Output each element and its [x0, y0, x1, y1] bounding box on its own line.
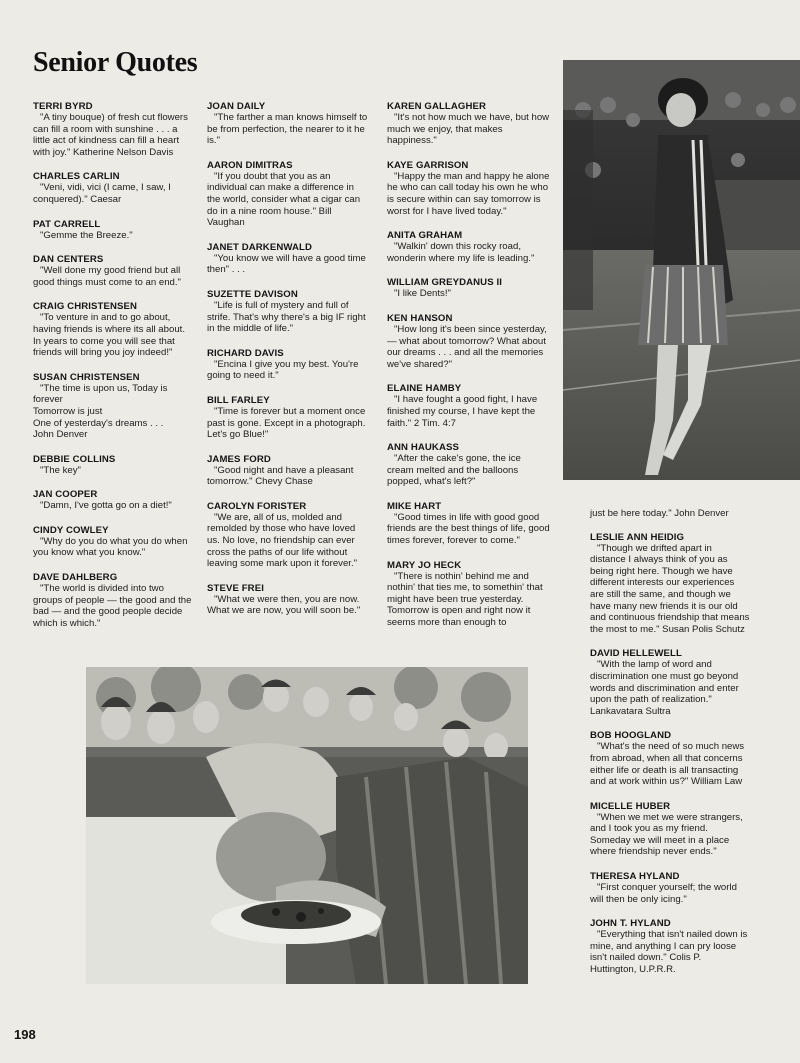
quote-entry	[207, 160, 370, 229]
quote-entry	[590, 801, 750, 858]
quote-entry	[387, 160, 550, 217]
quote-entry	[387, 277, 550, 300]
quote-author-name: CAROLYN FORISTER	[207, 500, 307, 512]
quote-author-name: MIKE HART	[387, 500, 442, 512]
quote-entry	[387, 560, 550, 629]
quotes-column-2	[207, 101, 370, 630]
quote-entry	[207, 289, 370, 335]
quote-text: "The key"	[40, 464, 81, 476]
quote-author-name: DAVE DAHLBERG	[33, 572, 118, 584]
quote-author-name: TERRI BYRD	[33, 101, 93, 112]
quote-author-name: RICHARD DAVIS	[207, 347, 284, 359]
quote-continuation: just be here today." John Denver	[590, 508, 729, 519]
quote-text: "You know we will have a good time then" . . .	[207, 252, 366, 276]
quote-author-name: PAT CARRELL	[33, 218, 101, 230]
quote-text: "How long it's been since yesterday, — what about tomorrow? What about our dreams . . . and all the memories we've shared?"	[387, 323, 547, 370]
quote-entry	[33, 372, 193, 441]
quote-entry	[387, 313, 550, 370]
quote-author-name: JOHN T. HYLAND	[590, 918, 671, 930]
quote-entry	[33, 301, 193, 358]
quote-text: "Life is full of mystery and full of strife. That's why there's a big IF right in the middle of life."	[207, 299, 366, 335]
quote-author-name: CHARLES CARLIN	[33, 171, 120, 183]
quote-author-name: MARY JO HECK	[387, 559, 462, 571]
quote-text: "Time is forever but a moment once past is gone. Except in a photograph. Let's go Blue!"	[207, 405, 366, 441]
quote-text: "Everything that isn't nailed down is mine, and anything I can pry loose isn't nailed down." Colis P. Huttington, U.P.R.R.	[590, 929, 748, 976]
quote-author-name: AARON DIMITRAS	[207, 159, 293, 171]
quote-entry	[33, 219, 193, 242]
quote-text: "Veni, vidi, vici (I came, I saw, I conquered)." Caesar	[33, 182, 171, 205]
quote-author-name: KAREN GALLAGHER	[387, 101, 487, 112]
quote-author-name: BOB HOOGLAND	[590, 730, 672, 742]
quote-author-name: ANITA GRAHAM	[387, 230, 463, 242]
quote-entry	[387, 383, 550, 429]
quotes-column-4	[590, 508, 750, 989]
quote-text: "First conquer yourself; the world will then be only icing."	[590, 882, 737, 905]
quote-text: "When we met we were strangers, and I took you as my friend. Someday we will meet in a place where friendship never ends."	[590, 811, 743, 858]
quote-text: "What we were then, you are now. What we are now, you will soon be."	[207, 593, 361, 617]
quotes-column-3	[387, 101, 550, 642]
quote-text: "What's the need of so much news from abroad, when all that concerns either life or death is all transacting and at work within us?" William Law	[590, 741, 745, 788]
quote-author-name: SUSAN CHRISTENSEN	[33, 371, 140, 383]
quote-entry	[590, 730, 750, 787]
quote-entry	[33, 254, 193, 288]
quote-text: "Walkin' down this rocky road, wonderin where my life is leading."	[387, 241, 535, 264]
quote-text: "I have fought a good fight, I have finished my course, I have kept the faith." 2 Tim. 4:7	[387, 394, 538, 429]
quotes-column-1	[33, 101, 193, 642]
quote-text: "The time is upon us, Today is forever Tomorrow is just One of yesterday's dreams . . . John Denver	[33, 382, 168, 441]
quote-author-name: JAN COOPER	[33, 489, 98, 501]
quote-author-name: ANN HAUKASS	[387, 442, 459, 454]
quote-entry	[590, 532, 750, 636]
quote-entry	[207, 348, 370, 382]
quote-entry	[207, 501, 370, 570]
quote-text: "Well done my good friend but all good things must come to an end."	[33, 265, 181, 288]
quote-text: "Happy the man and happy he alone he who can call today his own he who is secure within can say tomorrow is worst for I have lived today."	[387, 170, 550, 217]
quote-author-name: STEVE FREI	[207, 582, 264, 594]
quote-text: "Gemme the Breeze."	[40, 229, 133, 241]
pie-eating-photo	[86, 667, 528, 984]
quote-author-name: LESLIE ANN HEIDIG	[590, 531, 685, 543]
quote-author-name: KAYE GARRISON	[387, 159, 469, 171]
quote-author-name: KEN HANSON	[387, 312, 453, 324]
quote-author-name: WILLIAM GREYDANUS II	[387, 277, 502, 289]
quote-text: "Though we drifted apart in distance I always think of you as being right here. Though we have different interests our experiences are still the same, and though we have many new friends it is our old and continuous friendship that means the most to me." Susan Polis Schutz	[590, 542, 750, 635]
quote-text: "If you doubt that you as an individual can make a difference in the world, consider what a cigar can do in a nine room house." Bill Vaughan	[207, 170, 361, 229]
quote-entry	[207, 242, 370, 276]
quote-entry	[590, 871, 750, 905]
cheerleader-photo	[563, 60, 800, 480]
quote-author-name: DAVID HELLEWELL	[590, 648, 682, 660]
page-title: Senior Quotes	[33, 47, 198, 78]
quote-author-name: BILL FARLEY	[207, 394, 270, 406]
quote-text: "We are, all of us, molded and remolded by those who have loved us. No love, no friendship can ever cross the paths of our life without leaving some mark upon it forever."	[207, 511, 358, 570]
quote-entry	[33, 489, 193, 512]
quote-text: "It's not how much we have, but how much we enjoy, that makes happiness."	[387, 112, 550, 147]
quote-entry	[387, 442, 550, 488]
quote-entry	[590, 648, 750, 717]
quote-entry	[387, 101, 550, 147]
quote-entry	[33, 101, 193, 158]
quote-entry	[207, 101, 370, 147]
quote-author-name: ELAINE HAMBY	[387, 383, 462, 395]
quote-entry	[207, 454, 370, 488]
quote-entry	[33, 454, 193, 477]
quote-text: "The farther a man knows himself to be from perfection, the nearer to it he is."	[207, 112, 368, 147]
quote-author-name: THERESA HYLAND	[590, 871, 680, 883]
quote-text: "Good times in life with good good friends are the best things of life, good times forever, forever to come."	[387, 511, 550, 547]
quote-author-name: JANET DARKENWALD	[207, 241, 312, 253]
quote-entry	[33, 572, 193, 629]
quote-author-name: JAMES FORD	[207, 453, 271, 465]
quote-author-name: CINDY COWLEY	[33, 524, 109, 536]
quote-author-name: DAN CENTERS	[33, 254, 104, 266]
quote-text: "There is nothin' behind me and nothin' that ties me, to somethin' that might have been true yesterday. Tomorrow is open and right now it seems more than enough to	[387, 570, 543, 629]
page-number: 198	[14, 1027, 36, 1042]
quote-entry	[387, 501, 550, 547]
quote-author-name: SUZETTE DAVISON	[207, 288, 298, 300]
quote-entry	[33, 525, 193, 559]
quote-author-name: DEBBIE COLLINS	[33, 453, 116, 465]
quote-text: "To venture in and to go about, having friends is where its all about. In years to come you will see that friends will bring you joy indeed!"	[33, 312, 185, 359]
quote-author-name: JOAN DAILY	[207, 101, 266, 112]
quote-text: "Good night and have a pleasant tomorrow." Chevy Chase	[207, 464, 354, 488]
quote-entry	[207, 583, 370, 617]
quote-author-name: MICELLE HUBER	[590, 800, 671, 812]
quote-text: "After the cake's gone, the ice cream melted and the balloons popped, what's left?"	[387, 453, 521, 488]
quote-text: "Why do you do what you do when you know what you know."	[33, 535, 188, 559]
quote-text: "With the lamp of word and discrimination one must go beyond words and discrimination and enter upon the path of realization." Lankavatara Sultra	[590, 659, 739, 717]
quote-text: "I like Dents!"	[394, 288, 451, 300]
quote-text: "Encina I give you my best. You're going to need it."	[207, 358, 359, 382]
quote-author-name: CRAIG CHRISTENSEN	[33, 301, 138, 313]
quote-text: "Damn, I've gotta go on a diet!"	[40, 500, 172, 512]
quote-entry	[207, 395, 370, 441]
quote-text: "The world is divided into two groups of people — the good and the bad — and the good people decide which is which."	[33, 583, 192, 629]
quote-entry	[387, 230, 550, 264]
quote-entry	[590, 918, 750, 975]
quote-entry	[33, 171, 193, 205]
quote-text: "A tiny bouque) of fresh cut flowers can fill a room with sunshine . . . a little act of kindness can fill a heart with joy." Katherine Nelson Davis	[33, 112, 188, 158]
